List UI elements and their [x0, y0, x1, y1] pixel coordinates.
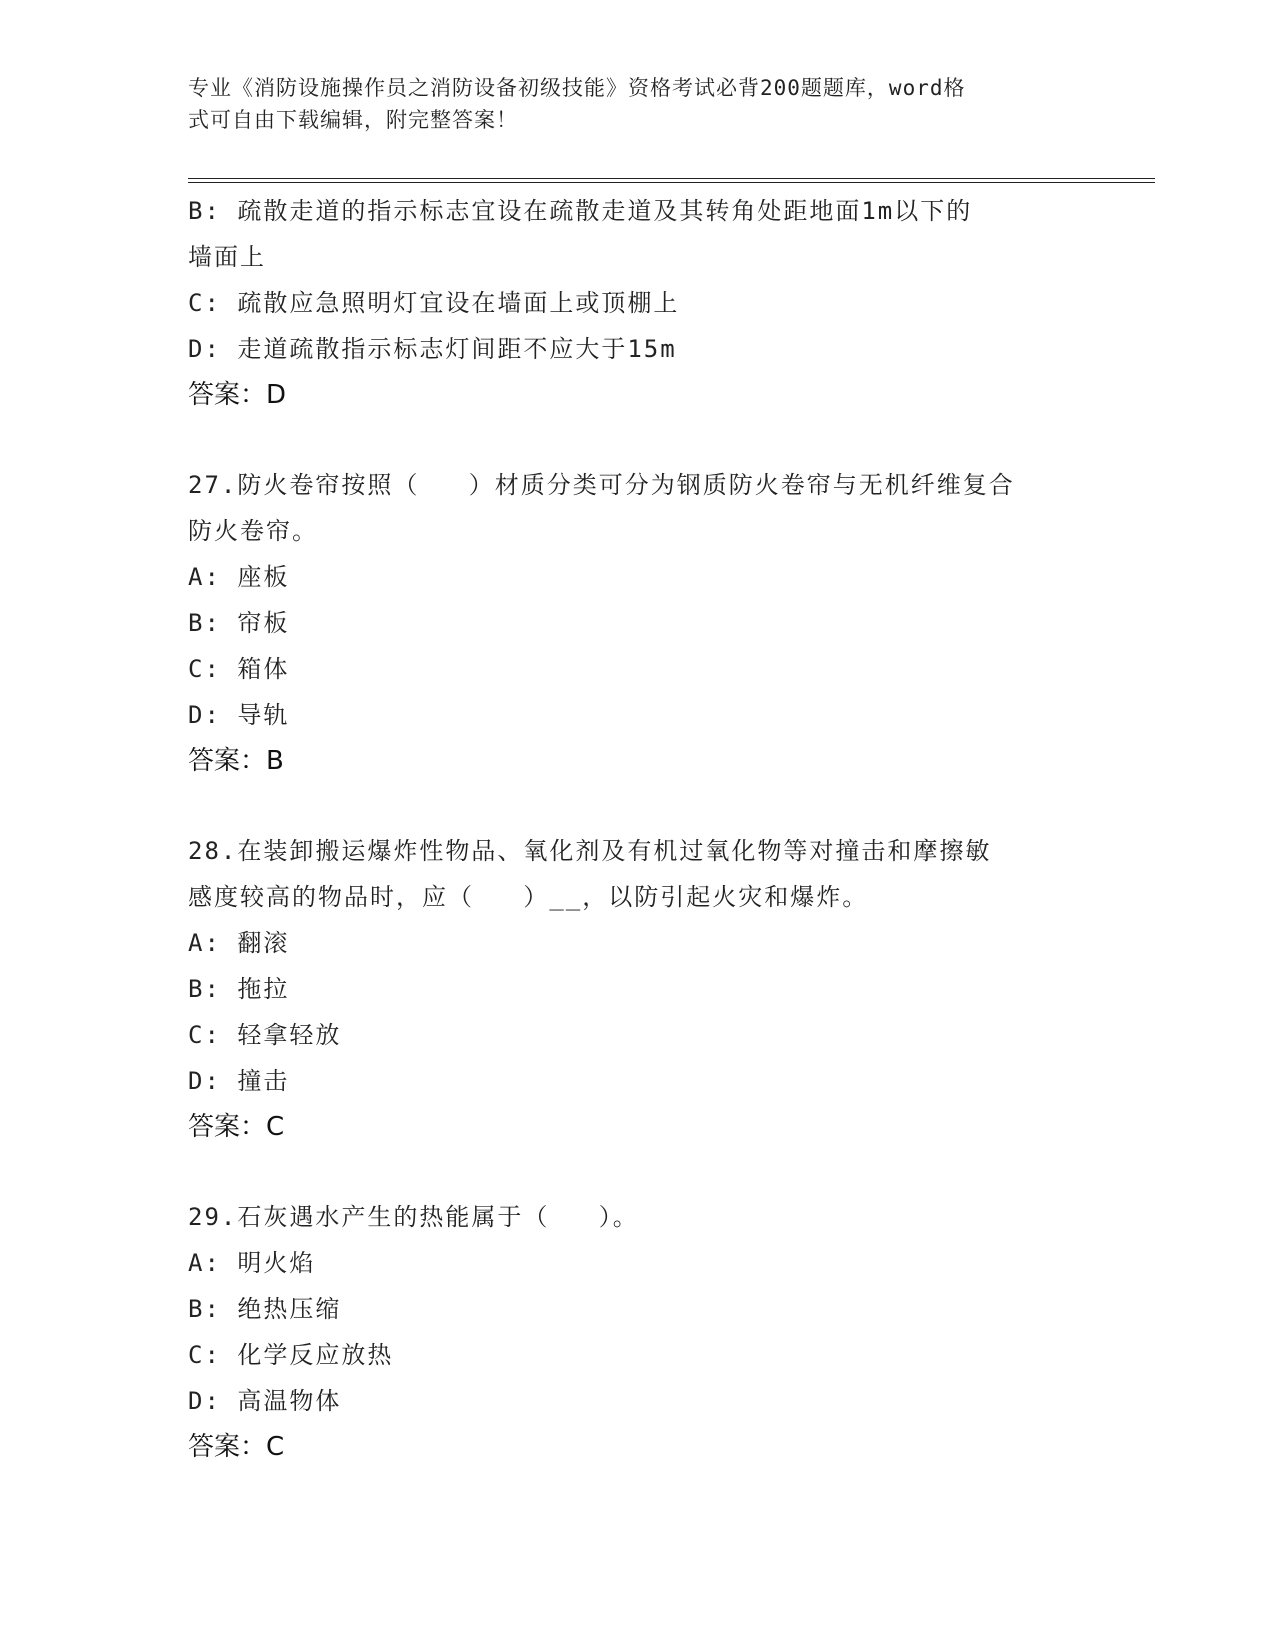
- question-stem: 29.石灰遇水产生的热能属于（ ）。: [188, 1203, 639, 1231]
- header-divider-bottom: [188, 182, 1155, 183]
- option-c: C: 轻拿轻放: [188, 1021, 342, 1049]
- answer-label: 答案：D: [188, 380, 287, 410]
- question-stem-continued: 防火卷帘。: [188, 517, 318, 545]
- option-d: D: 走道疏散指示标志灯间距不应大于15m: [188, 335, 677, 363]
- spacer: [188, 1150, 1088, 1194]
- option-d: D: 导轨: [188, 701, 290, 729]
- header-line-1: 专业《消防设施操作员之消防设备初级技能》资格考试必背200题题库，word格: [188, 76, 966, 100]
- question-26-continued: [188, 188, 1088, 418]
- question-27: [188, 462, 1088, 784]
- answer-label: 答案：C: [188, 1432, 285, 1462]
- option-b: B: 帘板: [188, 609, 290, 637]
- question-29: [188, 1194, 1088, 1470]
- question-list: [188, 188, 1088, 1470]
- spacer: [188, 418, 1088, 462]
- header-line-2: 式可自由下载编辑，附完整答案！: [188, 108, 518, 132]
- option-a: A: 翻滚: [188, 929, 290, 957]
- header-divider-top: [188, 178, 1155, 179]
- option-a: A: 座板: [188, 563, 290, 591]
- question-stem: 27.防火卷帘按照（ ）材质分类可分为钢质防火卷帘与无机纤维复合: [188, 471, 1015, 499]
- option-a: A: 明火焰: [188, 1249, 316, 1277]
- option-c: C: 箱体: [188, 655, 290, 683]
- option-c: C: 疏散应急照明灯宜设在墙面上或顶棚上: [188, 289, 680, 317]
- option-d: D: 撞击: [188, 1067, 290, 1095]
- option-d: D: 高温物体: [188, 1387, 342, 1415]
- question-stem: 28.在装卸搬运爆炸性物品、氧化剂及有机过氧化物等对撞击和摩擦敏: [188, 837, 992, 865]
- answer-label: 答案：B: [188, 746, 284, 776]
- option-b: B: 拖拉: [188, 975, 290, 1003]
- option-b: B: 绝热压缩: [188, 1295, 342, 1323]
- question-28: [188, 828, 1088, 1150]
- question-stem-continued: 感度较高的物品时，应（ ）__，以防引起火灾和爆炸。: [188, 883, 869, 911]
- document-header: [188, 72, 1068, 136]
- option-b: B: 疏散走道的指示标志宜设在疏散走道及其转角处距地面1m以下的: [188, 197, 973, 225]
- option-c: C: 化学反应放热: [188, 1341, 394, 1369]
- answer-label: 答案：C: [188, 1112, 285, 1142]
- spacer: [188, 784, 1088, 828]
- option-b-continued: 墙面上: [188, 243, 266, 271]
